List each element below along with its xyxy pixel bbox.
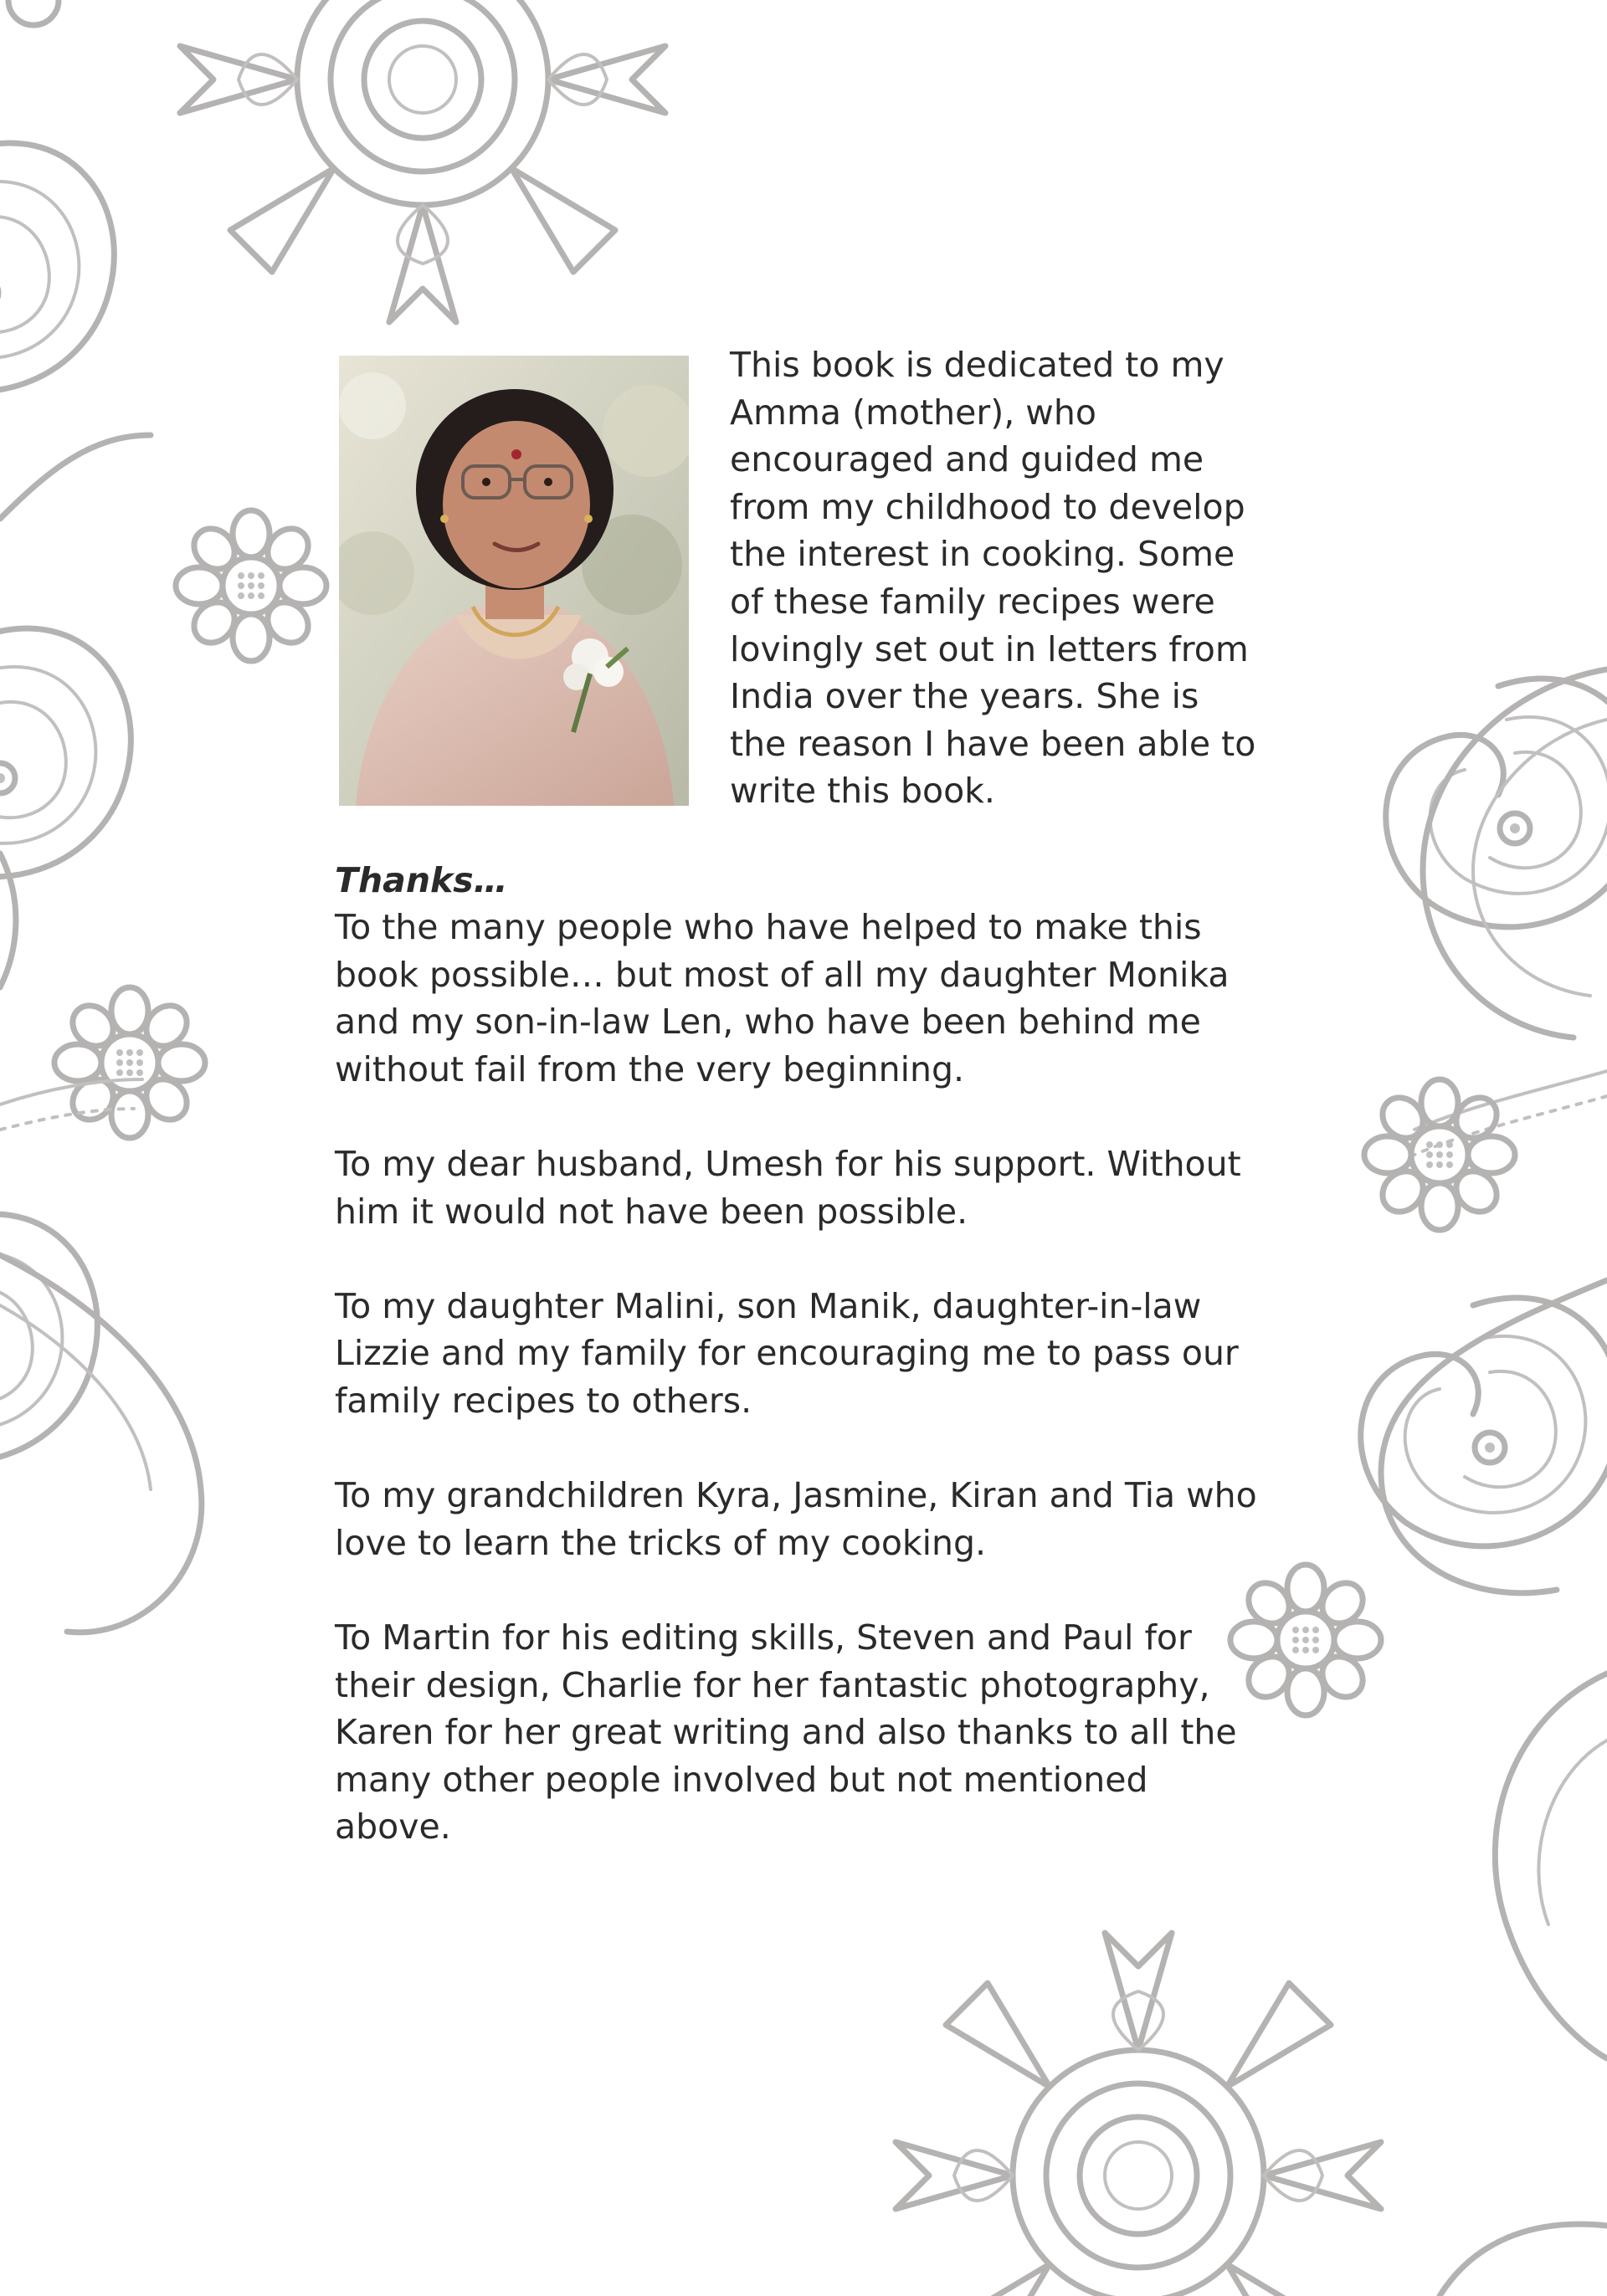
- thanks-paragraph: To my grandchildren Kyra, Jasmine, Kiran and Tia who love to learn the tricks of my cooking.: [335, 1475, 1257, 1563]
- thanks-paragraph: To Martin for his editing skills, Steven and Paul for their design, Charlie for her fantastic photography, Karen for her great writing and also thanks to all the many other people involved but not mentioned above.: [335, 1617, 1237, 1848]
- thanks-paragraph: To the many people who have helped to make this book possible… but most of all my daughter Monika and my son-in-law Len, who have been behind me without fail from the very beginning.: [335, 907, 1230, 1089]
- dedication-text: This book is dedicated to my Amma (mother), who encouraged and guided me from my childhood to develop the interest in cooking. Some of these family recipes were lovingly set out in letters from India over the years. She is the reason I have been able to write this book.: [730, 345, 1256, 812]
- portrait-photo-icon: [339, 356, 689, 806]
- thanks-section: [335, 857, 1272, 1898]
- thanks-paragraph: To my daughter Malini, son Manik, daughter-in-law Lizzie and my family for encouraging me to pass our family recipes to others.: [335, 1285, 1239, 1421]
- thanks-paragraph: To my dear husband, Umesh for his support. Without him it would not have been possible.: [335, 1143, 1241, 1232]
- portrait-photo: [339, 356, 689, 806]
- thanks-heading: Thanks…: [335, 860, 508, 900]
